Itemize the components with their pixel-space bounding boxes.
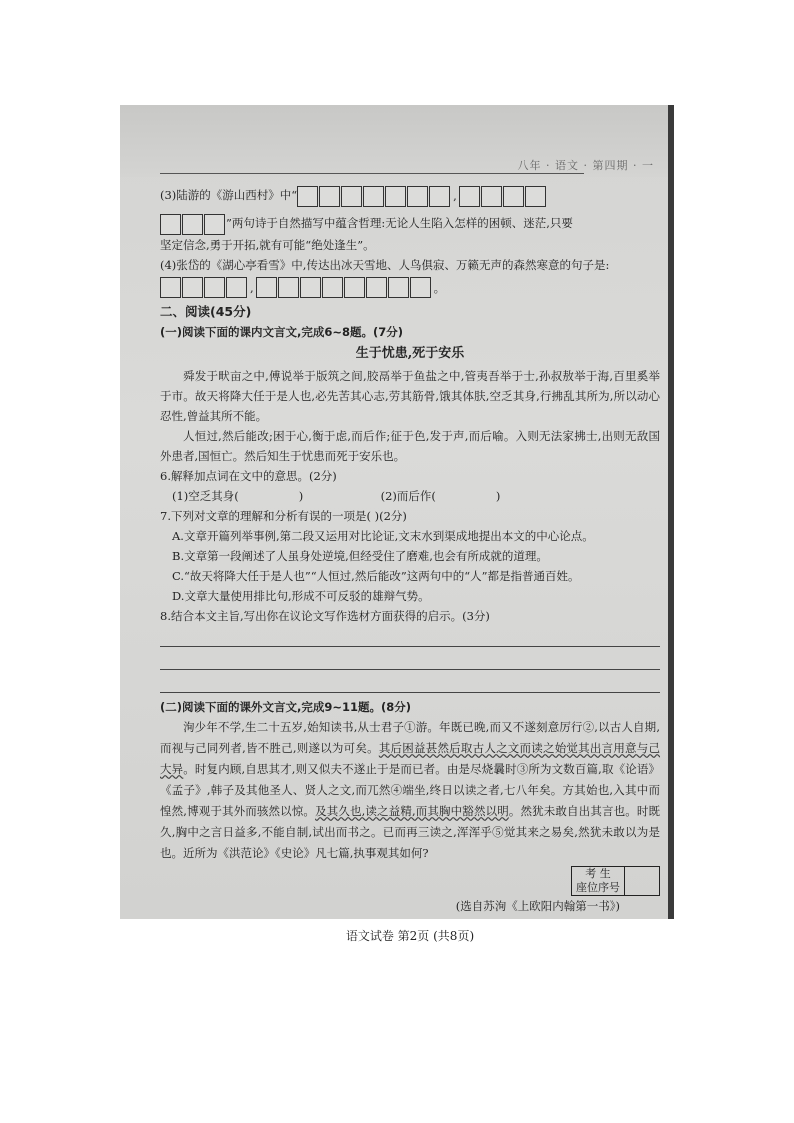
- q6-items: (1)空乏其身( ) (2)而后作( ): [172, 489, 501, 504]
- q3-line3: 坚定信念,勇于开拓,就有可能“绝处逢生”。: [160, 237, 375, 252]
- passage1-paragraph1: 舜发于畎亩之中,傅说举于版筑之间,胶鬲举于鱼盐之中,管夷吾举于士,孙叔敖举于海,百里奚举于市。故天将降大任于是人也,必先苦其心志,劳其筋骨,饿其体肤,空乏其身,行拂乱其所为,所以动心忍性,曾益其所不能。: [160, 369, 660, 424]
- q7-option-b[interactable]: B.文章第一段阐述了人虽身处逆境,但经受住了磨难,也会有所成就的道理。: [172, 549, 548, 564]
- part1-heading: (一)阅读下面的课内文言文,完成6~8题。(7分): [160, 325, 404, 340]
- q8-answer-line-1[interactable]: [160, 626, 660, 647]
- q7-option-c[interactable]: C.“故天将降大任于是人也”“人恒过,然后能改”这两句中的“人”都是指普通百姓。: [172, 569, 580, 584]
- running-head: 八年 · 语文 · 第四期 · 一: [517, 159, 654, 172]
- q7-stem: 7.下列对文章的理解和分析有误的一项是( )(2分): [160, 509, 407, 524]
- q3-answer-boxes-a[interactable]: [297, 185, 451, 207]
- header-rule: [160, 173, 584, 174]
- passage-title: 生于忧患,死于安乐: [355, 346, 465, 362]
- scanned-page: [120, 105, 674, 944]
- q8-stem: 8.结合本文主旨,写出你在议论文写作选材方面获得的启示。(3分): [160, 609, 490, 624]
- q4-line2: , 。: [160, 277, 660, 299]
- underlined-sentence-1: 其后困益甚然后取古人之文而读之始觉其出言用意与己大异: [160, 741, 661, 777]
- q7-option-d[interactable]: D.文章大量使用排比句,形成不可反驳的雄辩气势。: [172, 589, 430, 604]
- q3-line2: ”两句诗于自然描写中蕴含哲理:无论人生陷入怎样的困顿、迷茫,只要: [160, 213, 660, 235]
- q7-option-a[interactable]: A.文章开篇列举事例,第二段又运用对比论证,文末水到渠成地提出本文的中心论点。: [172, 529, 594, 544]
- underlined-sentence-2: 及其久也,读之益精,而其胸中豁然以明: [315, 804, 509, 819]
- passage1-paragraph2: 人恒过,然后能改;困于心,衡于虑,而后作;征于色,发于声,而后喻。入则无法家拂士,出则无敌国外患者,国恒亡。然后知生于忧患而死于安乐也。: [160, 429, 660, 464]
- part2-heading: (二)阅读下面的课外文言文,完成9~11题。(8分): [160, 700, 412, 715]
- q3-line1: (3)陆游的《游山西村》中“ ,: [160, 185, 660, 207]
- seat-number-box[interactable]: 考 生 座位序号: [571, 866, 660, 896]
- q4-answer-boxes-b[interactable]: [256, 277, 432, 299]
- passage2-text: 洵少年不学,生二十五岁,始知读书,从士君子①游。年既已晚,而又不遂刻意厉行②,以古人自期,而视与己同列者,皆不胜己,则遂以为可矣。其后困益甚然后取古人之文而读之始觉其出言用意与己大异。时复内顾,自思其才,则又似夫不遂止于是而已者。由是尽烧曩时③所为文数百篇,取《论语》《孟子》,韩子及其他圣人、贤人之文,而兀然④端坐,终日以读之者,七八年矣。方其始也,入其中而惶然,博观于其外而骇然以惊。及其久也,读之益精,而其胸中豁然以明。然犹未敢自出其言也。时既久,胸中之言日益多,不能自制,试出而书之。已而再三读之,浑浑乎⑤觉其来之易矣,然犹未敢以为是也。近所为《洪范论》《史论》凡七篇,执事观其如何?: [160, 720, 661, 861]
- seat-number-field[interactable]: [625, 867, 659, 895]
- q6-stem: 6.解释加点词在文中的意思。(2分): [160, 469, 337, 484]
- page-edge-shadow: [668, 105, 674, 919]
- q3-answer-boxes-b[interactable]: [459, 185, 547, 207]
- exam-content: [160, 185, 660, 946]
- q3-answer-boxes-c[interactable]: [160, 213, 226, 235]
- q4-answer-boxes-a[interactable]: [160, 277, 248, 299]
- passage2-source: (选自苏洵《上欧阳内翰第一书》): [455, 899, 620, 914]
- q4-line1: (4)张岱的《湖心亭看雪》中,传达出冰天雪地、人鸟俱寂、万籁无声的森然寒意的句子是:: [160, 257, 610, 272]
- q8-answer-line-2[interactable]: [160, 649, 660, 670]
- page-footer: 语文试卷 第2页 (共8页): [345, 929, 475, 944]
- q8-answer-line-3[interactable]: [160, 672, 660, 693]
- section-title-reading: 二、阅读(45分): [160, 304, 252, 320]
